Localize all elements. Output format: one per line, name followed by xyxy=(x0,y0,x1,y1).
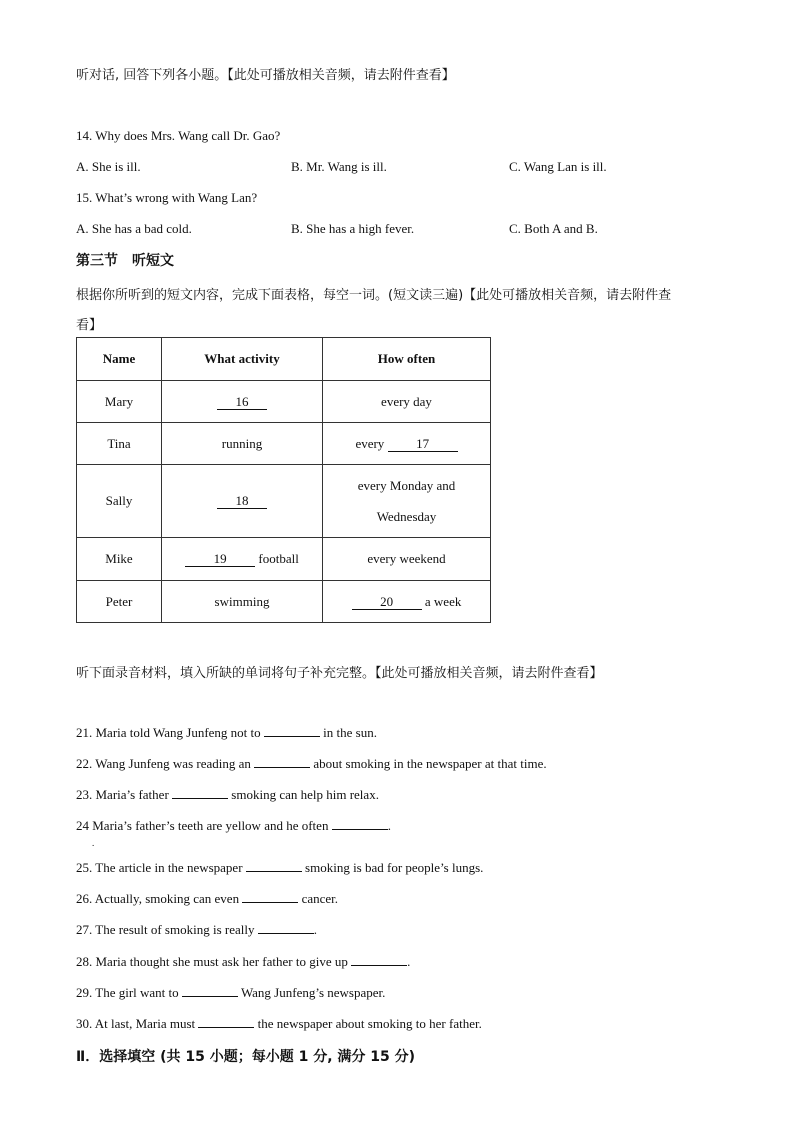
sentence-text: 23. Maria’s father xyxy=(76,787,169,802)
sentence-28 xyxy=(76,954,410,970)
q14-option-a[interactable]: A. She is ill. xyxy=(76,159,141,174)
section3-instruction: 根据你所听到的短文内容，完成下面表格，每空一词。(短文读三遍)【此处可播放相关音频，请去附件查 xyxy=(76,288,672,303)
sentence-text: 24 Maria’s father’s teeth are yellow and he often xyxy=(76,818,329,833)
fill-blank[interactable] xyxy=(242,891,298,903)
sentence-text-after: Wang Junfeng’s newspaper. xyxy=(240,985,386,1000)
part2-heading: Ⅱ．选择填空 (共 15 小题；每小题 1 分, 满分 15 分) xyxy=(76,1049,416,1065)
sentence-text-after: in the sun. xyxy=(323,725,377,740)
blank-18[interactable]: 18 xyxy=(217,494,267,509)
cell-name: Peter xyxy=(77,581,162,623)
sentence-text: 22. Wang Junfeng was reading an xyxy=(76,756,251,771)
section4-intro: 听下面录音材料，填入所缺的单词将句子补充完整。【此处可播放相关音频，请去附件查看】 xyxy=(76,666,603,681)
fill-blank[interactable] xyxy=(198,1016,254,1028)
sentence-22 xyxy=(76,756,547,772)
sentence-25 xyxy=(76,860,483,876)
fill-blank[interactable] xyxy=(182,985,238,997)
sentence-text-after: about smoking in the newspaper at that time. xyxy=(313,756,547,771)
q15-option-c[interactable]: C. Both A and B. xyxy=(509,221,598,236)
table-row xyxy=(77,581,491,623)
cell-often: every weekend xyxy=(323,538,491,581)
cell-often xyxy=(323,581,491,623)
fill-blank[interactable] xyxy=(246,860,302,872)
sentence-text-after: cancer. xyxy=(301,891,339,906)
cell-activity xyxy=(162,465,323,538)
sentence-21 xyxy=(76,725,377,741)
sentence-26 xyxy=(76,891,338,907)
question-15-stem: 15. What’s wrong with Wang Lan? xyxy=(76,190,258,205)
sentence-text: 30. At last, Maria must xyxy=(76,1016,196,1031)
sentence-text: 21. Maria told Wang Junfeng not to xyxy=(76,725,261,740)
q24-dot-mark: . xyxy=(92,838,95,848)
sentence-text-after: . xyxy=(387,818,391,833)
blank-17[interactable]: 17 xyxy=(388,437,458,452)
activity-suffix: football xyxy=(258,551,299,566)
cell-name: Sally xyxy=(77,465,162,538)
often-suffix: a week xyxy=(424,593,462,609)
sentence-text-after: . xyxy=(407,954,411,969)
blank-20[interactable]: 20 xyxy=(352,595,422,610)
table-row xyxy=(77,423,491,465)
table-row xyxy=(77,465,491,538)
sentence-text: 26. Actually, smoking can even xyxy=(76,891,240,906)
table-row xyxy=(77,381,491,423)
sentence-29 xyxy=(76,985,385,1001)
often-prefix: every xyxy=(355,435,385,451)
section3-heading-number: 第三节 xyxy=(76,253,118,269)
cell-activity xyxy=(162,381,323,423)
sentence-text: 29. The girl want to xyxy=(76,985,179,1000)
sentence-24 xyxy=(76,818,391,834)
cell-activity xyxy=(162,538,323,581)
cell-activity: running xyxy=(162,423,323,465)
question-14-stem: 14. Why does Mrs. Wang call Dr. Gao? xyxy=(76,128,281,143)
cell-name: Mary xyxy=(77,381,162,423)
q15-option-b[interactable]: B. She has a high fever. xyxy=(291,221,415,236)
sentence-23 xyxy=(76,787,379,803)
cell-activity: swimming xyxy=(162,581,323,623)
sentence-text: 27. The result of smoking is really xyxy=(76,922,255,937)
sentence-text-after: smoking can help him relax. xyxy=(231,787,379,802)
section-intro: 听对话, 回答下列各小题。【此处可播放相关音频，请去附件查看】 xyxy=(76,68,455,83)
cell-often: every day xyxy=(323,381,491,423)
section3-heading xyxy=(76,250,174,270)
header-name: Name xyxy=(77,338,162,381)
section3-instruction-cont: 看】 xyxy=(76,318,103,333)
sentence-text: 25. The article in the newspaper xyxy=(76,860,243,875)
fill-blank[interactable] xyxy=(264,725,320,737)
fill-blank[interactable] xyxy=(332,818,388,830)
often-line-2: Wednesday xyxy=(376,509,437,524)
section3-heading-title: 听短文 xyxy=(132,253,174,269)
sentence-27 xyxy=(76,922,317,938)
activity-table xyxy=(76,337,491,623)
header-often: How often xyxy=(323,338,491,381)
sentence-30 xyxy=(76,1016,482,1032)
fill-blank[interactable] xyxy=(258,922,314,934)
blank-19[interactable]: 19 xyxy=(185,552,255,567)
sentence-text: 28. Maria thought she must ask her father to give up xyxy=(76,954,348,969)
fill-blank[interactable] xyxy=(351,954,407,966)
cell-name: Mike xyxy=(77,538,162,581)
sentence-text-after: . xyxy=(313,922,317,937)
q14-option-b[interactable]: B. Mr. Wang is ill. xyxy=(291,159,387,174)
header-activity: What activity xyxy=(162,338,323,381)
cell-often xyxy=(323,465,491,538)
cell-name: Tina xyxy=(77,423,162,465)
fill-blank[interactable] xyxy=(172,787,228,799)
sentence-text-after: smoking is bad for people’s lungs. xyxy=(305,860,484,875)
q15-option-a[interactable]: A. She has a bad cold. xyxy=(76,221,192,236)
blank-16[interactable]: 16 xyxy=(217,395,267,410)
table-row xyxy=(77,538,491,581)
table-header-row xyxy=(77,338,491,381)
q14-option-c[interactable]: C. Wang Lan is ill. xyxy=(509,159,607,174)
sentence-text-after: the newspaper about smoking to her father. xyxy=(257,1016,482,1031)
often-line-1: every Monday and xyxy=(357,478,456,493)
cell-often xyxy=(323,423,491,465)
fill-blank[interactable] xyxy=(254,756,310,768)
